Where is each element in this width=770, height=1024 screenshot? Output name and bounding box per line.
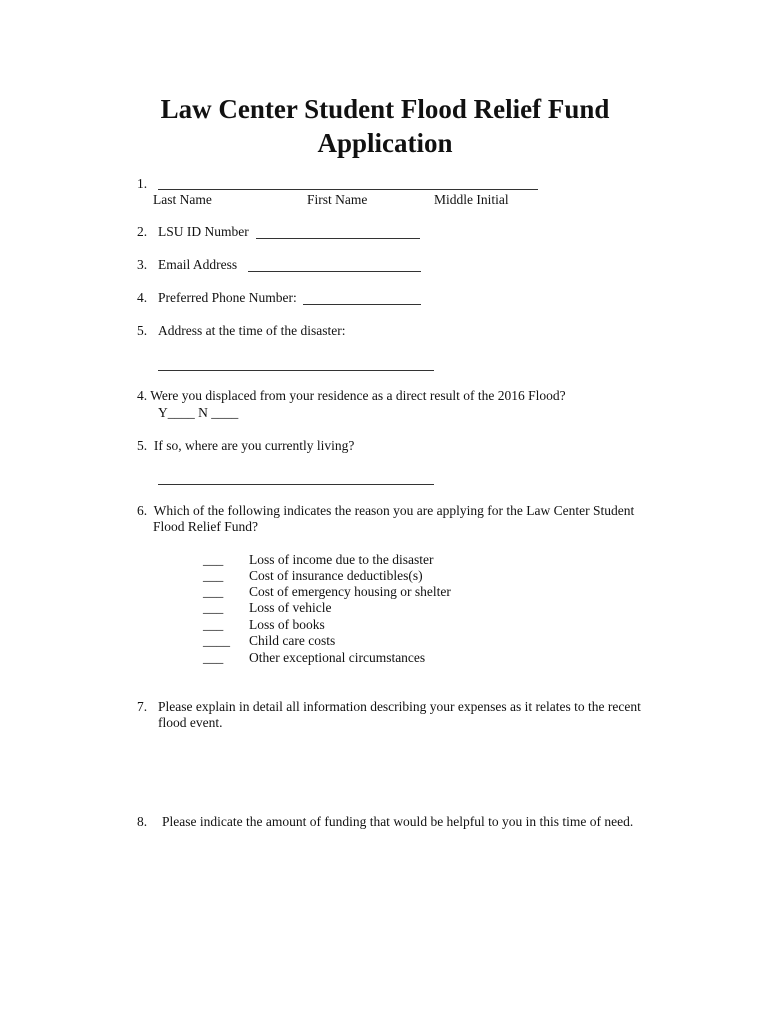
q2-number: 2.: [137, 224, 148, 239]
q4-number: 4.: [137, 290, 148, 305]
q6-option-blank[interactable]: ___: [203, 617, 224, 632]
q6-option-blank[interactable]: ___: [203, 600, 224, 615]
q3-email-line[interactable]: [248, 271, 421, 272]
q1-number: 1.: [137, 176, 148, 191]
q3-email-label: Email Address: [158, 257, 238, 272]
q4-phone-line[interactable]: [303, 304, 421, 305]
q7-number: 7.: [137, 699, 148, 714]
q8-number: 8.: [137, 814, 148, 829]
q2-lsu-id-line[interactable]: [256, 238, 420, 239]
q6-option-blank[interactable]: ____: [203, 633, 230, 648]
q6-option-blank[interactable]: ___: [203, 650, 224, 665]
q6-option-label: Loss of books: [249, 617, 325, 632]
q5b-current-living-line[interactable]: [158, 484, 434, 485]
q5-address-label: Address at the time of the disaster:: [158, 323, 346, 338]
q7-question-line1: Please explain in detail all information describing your expenses as it relates to the recent: [158, 699, 641, 714]
form-title-line2: Application: [317, 128, 453, 158]
q3-number: 3.: [137, 257, 148, 272]
q6-option-label: Loss of income due to the disaster: [249, 552, 434, 567]
q6-option-label: Cost of insurance deductibles(s): [249, 568, 423, 583]
q1-name-line[interactable]: [158, 189, 538, 190]
q5-address-line[interactable]: [158, 370, 434, 371]
form-title-line1: Law Center Student Flood Relief Fund: [160, 94, 610, 124]
q6-question-line1: 6. Which of the following indicates the reason you are applying for the Law Center Student: [137, 503, 635, 518]
q6-option-label: Child care costs: [249, 633, 336, 648]
q1-first-name-label: First Name: [307, 192, 368, 207]
q1-last-name-label: Last Name: [153, 192, 212, 207]
q1-middle-initial-label: Middle Initial: [434, 192, 509, 207]
q8-funding-question: Please indicate the amount of funding that would be helpful to you in this time of need.: [162, 814, 634, 829]
q6-option-blank[interactable]: ___: [203, 584, 224, 599]
q6-option-blank[interactable]: ___: [203, 552, 224, 567]
q6-option-label: Loss of vehicle: [249, 600, 332, 615]
q7-question-line2: flood event.: [158, 715, 223, 730]
q5b-current-living-question: 5. If so, where are you currently living?: [137, 438, 355, 453]
q6-question-line2: Flood Relief Fund?: [153, 519, 258, 534]
q5-number: 5.: [137, 323, 148, 338]
q6-option-label: Other exceptional circumstances: [249, 650, 426, 665]
q2-lsu-id-label: LSU ID Number: [158, 224, 249, 239]
q4b-yes-no-blanks[interactable]: Y____ N ____: [158, 405, 239, 420]
q6-option-label: Cost of emergency housing or shelter: [249, 584, 451, 599]
q4b-displaced-question: 4. Were you displaced from your residence as a direct result of the 2016 Flood?: [137, 388, 566, 403]
q6-option-blank[interactable]: ___: [203, 568, 224, 583]
q4-phone-label: Preferred Phone Number:: [158, 290, 297, 305]
